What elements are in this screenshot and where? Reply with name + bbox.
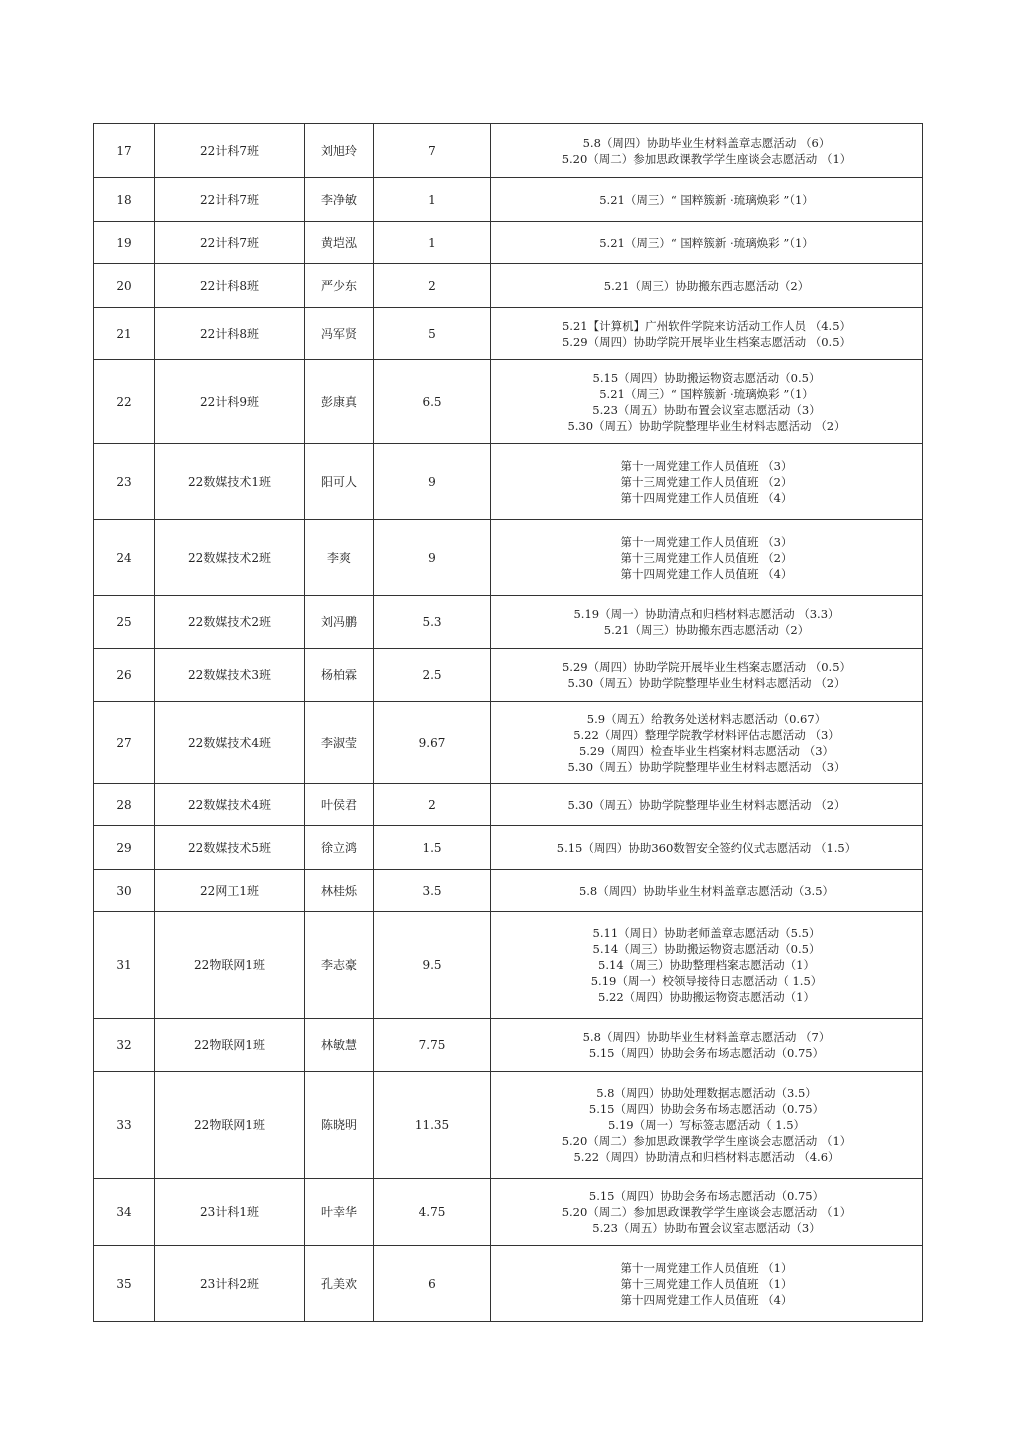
row-number-cell: 35 — [94, 1246, 155, 1322]
activity-line: 5.8（周四）协助处理数据志愿活动（3.5） — [596, 1086, 817, 1100]
class-cell: 22数媒技术5班 — [155, 826, 305, 870]
student-name-cell: 林敏慧 — [305, 1019, 374, 1072]
class-cell: 22计科9班 — [155, 360, 305, 444]
table-row — [94, 520, 923, 596]
activity-line: 5.19（周一）写标签志愿活动（ 1.5） — [607, 1118, 806, 1132]
hours-cell: 1.5 — [374, 826, 491, 870]
activity-line: 第十一周党建工作人员值班 （3） — [620, 458, 793, 473]
class-cell: 22数媒技术2班 — [155, 520, 305, 596]
activity-line: 5.29（周四）协助学院开展毕业生档案志愿活动 （0.5） — [561, 334, 852, 349]
class-cell: 23计科2班 — [155, 1246, 305, 1322]
hours-cell: 6 — [374, 1246, 491, 1322]
row-number-cell: 21 — [94, 308, 155, 360]
row-number-cell: 34 — [94, 1179, 155, 1246]
activity-line: 5.8（周四）协助毕业生材料盖章志愿活动 （7） — [582, 1030, 831, 1044]
hours-cell: 4.75 — [374, 1179, 491, 1246]
table-row — [94, 1072, 923, 1179]
class-cell: 22数媒技术1班 — [155, 444, 305, 520]
table-row — [94, 222, 923, 264]
student-name-cell: 李淑莹 — [305, 702, 374, 784]
class-cell: 22计科8班 — [155, 264, 305, 308]
student-name-cell: 叶侯君 — [305, 784, 374, 826]
row-number-cell: 31 — [94, 912, 155, 1019]
hours-cell: 9.67 — [374, 702, 491, 784]
hours-cell: 9 — [374, 520, 491, 596]
activity-line: 5.21【计算机】广州软件学院来访活动工作人员 （4.5） — [561, 318, 852, 333]
table-row — [94, 649, 923, 702]
hours-cell: 2.5 — [374, 649, 491, 702]
activities-cell — [491, 520, 923, 596]
row-number-cell: 27 — [94, 702, 155, 784]
table-row — [94, 1019, 923, 1072]
activity-line: 第十三周党建工作人员值班 （1） — [620, 1276, 793, 1291]
activity-line: 第十一周党建工作人员值班 （3） — [620, 534, 793, 549]
class-cell: 22数媒技术2班 — [155, 596, 305, 649]
table-body — [94, 124, 923, 1322]
activity-line: 5.21（周三）“ 国粹簇新 ·琉璃焕彩 ”（1） — [599, 192, 814, 207]
activities-cell — [491, 649, 923, 702]
activities-cell — [491, 1019, 923, 1072]
class-cell: 22数媒技术4班 — [155, 784, 305, 826]
activity-line: 5.23（周五）协助布置会议室志愿活动（3） — [592, 402, 821, 417]
student-name-cell: 叶幸华 — [305, 1179, 374, 1246]
activity-line: 5.15（周四）协助360数智安全签约仪式志愿活动 （1.5） — [556, 840, 857, 855]
activity-line: 5.29（周四）协助学院开展毕业生档案志愿活动 （0.5） — [561, 660, 852, 674]
class-cell: 22计科7班 — [155, 178, 305, 222]
hours-cell: 7.75 — [374, 1019, 491, 1072]
row-number-cell: 18 — [94, 178, 155, 222]
class-cell: 22计科7班 — [155, 124, 305, 178]
student-name-cell: 林桂烁 — [305, 870, 374, 912]
table-row — [94, 1246, 923, 1322]
activity-line: 5.8（周四）协助毕业生材料盖章志愿活动 （6） — [582, 135, 831, 150]
table-row — [94, 826, 923, 870]
student-name-cell: 杨柏霖 — [305, 649, 374, 702]
student-name-cell: 冯军贤 — [305, 308, 374, 360]
table-row — [94, 444, 923, 520]
table-row — [94, 702, 923, 784]
activities-cell — [491, 702, 923, 784]
activities-cell — [491, 1179, 923, 1246]
activity-line: 5.15（周四）协助会务布场志愿活动（0.75） — [588, 1189, 825, 1203]
activities-cell — [491, 784, 923, 826]
activity-line: 5.20（周二）参加思政课教学学生座谈会志愿活动 （1） — [561, 1205, 852, 1219]
activity-line: 5.21（周三）协助搬东西志愿活动（2） — [603, 623, 810, 637]
student-name-cell: 陈晓明 — [305, 1072, 374, 1179]
activity-line: 5.30（周五）协助学院整理毕业生材料志愿活动 （2） — [567, 676, 846, 690]
hours-cell: 1 — [374, 222, 491, 264]
class-cell: 22网工1班 — [155, 870, 305, 912]
activity-line: 5.22（周四）协助清点和归档材料志愿活动 （4.6） — [573, 1150, 840, 1164]
row-number-cell: 28 — [94, 784, 155, 826]
table-row — [94, 178, 923, 222]
activity-line: 5.15（周四）协助会务布场志愿活动（0.75） — [588, 1046, 825, 1060]
activities-cell — [491, 444, 923, 520]
activities-cell — [491, 178, 923, 222]
hours-cell: 1 — [374, 178, 491, 222]
student-name-cell: 严少东 — [305, 264, 374, 308]
table-row — [94, 784, 923, 826]
activities-cell — [491, 308, 923, 360]
activity-line: 第十四周党建工作人员值班 （4） — [620, 566, 793, 581]
activity-line: 5.20（周二）参加思政课教学学生座谈会志愿活动 （1） — [561, 1134, 852, 1148]
activity-line: 5.19（周一）校领导接待日志愿活动（ 1.5） — [590, 974, 823, 988]
row-number-cell: 24 — [94, 520, 155, 596]
row-number-cell: 20 — [94, 264, 155, 308]
class-cell: 22数媒技术3班 — [155, 649, 305, 702]
activities-cell — [491, 596, 923, 649]
class-cell: 23计科1班 — [155, 1179, 305, 1246]
hours-cell: 9.5 — [374, 912, 491, 1019]
activity-line: 第十四周党建工作人员值班 （4） — [620, 490, 793, 505]
student-name-cell: 李净敏 — [305, 178, 374, 222]
class-cell: 22物联网1班 — [155, 1019, 305, 1072]
table-row — [94, 1179, 923, 1246]
table-row — [94, 596, 923, 649]
activity-line: 5.21（周三）“ 国粹簇新 ·琉璃焕彩 ”（1） — [599, 235, 814, 250]
activity-line: 5.19（周一）协助清点和归档材料志愿活动 （3.3） — [573, 607, 840, 621]
activities-cell — [491, 264, 923, 308]
activity-line: 5.14（周三）协助整理档案志愿活动（1） — [598, 958, 815, 972]
activity-line: 第十一周党建工作人员值班 （1） — [620, 1260, 793, 1275]
activities-cell — [491, 1246, 923, 1322]
hours-cell: 7 — [374, 124, 491, 178]
student-name-cell: 李爽 — [305, 520, 374, 596]
class-cell: 22数媒技术4班 — [155, 702, 305, 784]
row-number-cell: 26 — [94, 649, 155, 702]
student-name-cell: 阳可人 — [305, 444, 374, 520]
activities-cell — [491, 826, 923, 870]
table-row — [94, 264, 923, 308]
hours-cell: 6.5 — [374, 360, 491, 444]
activity-line: 5.14（周三）协助搬运物资志愿活动（0.5） — [592, 942, 821, 956]
row-number-cell: 29 — [94, 826, 155, 870]
activity-line: 第十三周党建工作人员值班 （2） — [620, 550, 793, 565]
activities-cell — [491, 222, 923, 264]
class-cell: 22计科8班 — [155, 308, 305, 360]
activity-line: 5.15（周四）协助搬运物资志愿活动（0.5） — [592, 370, 821, 385]
hours-cell: 9 — [374, 444, 491, 520]
row-number-cell: 33 — [94, 1072, 155, 1179]
activities-cell — [491, 870, 923, 912]
activity-line: 5.30（周五）协助学院整理毕业生材料志愿活动 （3） — [567, 759, 846, 774]
student-name-cell: 黄垲泓 — [305, 222, 374, 264]
hours-cell: 5.3 — [374, 596, 491, 649]
class-cell: 22物联网1班 — [155, 912, 305, 1019]
row-number-cell: 17 — [94, 124, 155, 178]
activity-line: 5.8（周四）协助毕业生材料盖章志愿活动（3.5） — [578, 883, 835, 898]
student-name-cell: 徐立鸿 — [305, 826, 374, 870]
hours-cell: 11.35 — [374, 1072, 491, 1179]
row-number-cell: 23 — [94, 444, 155, 520]
hours-cell: 5 — [374, 308, 491, 360]
activity-line: 5.30（周五）协助学院整理毕业生材料志愿活动 （2） — [567, 418, 846, 433]
activity-line: 5.22（周四）协助搬运物资志愿活动（1） — [598, 990, 815, 1004]
student-name-cell: 彭康真 — [305, 360, 374, 444]
activity-line: 5.11（周日）协助老师盖章志愿活动（5.5） — [592, 926, 821, 940]
row-number-cell: 25 — [94, 596, 155, 649]
student-name-cell: 李志豪 — [305, 912, 374, 1019]
table-row — [94, 124, 923, 178]
hours-cell: 2 — [374, 784, 491, 826]
hours-cell: 2 — [374, 264, 491, 308]
row-number-cell: 19 — [94, 222, 155, 264]
activities-cell — [491, 124, 923, 178]
table-row — [94, 912, 923, 1019]
activity-line: 5.9（周五）给教务处送材料志愿活动（0.67） — [586, 711, 827, 726]
activity-line: 第十四周党建工作人员值班 （4） — [620, 1292, 793, 1307]
activity-line: 5.21（周三）协助搬东西志愿活动（2） — [603, 278, 810, 293]
table-row — [94, 360, 923, 444]
student-name-cell: 刘旭玲 — [305, 124, 374, 178]
activity-line: 5.23（周五）协助布置会议室志愿活动（3） — [592, 1221, 821, 1235]
activity-line: 5.15（周四）协助会务布场志愿活动（0.75） — [588, 1102, 825, 1116]
activity-line: 5.20（周二）参加思政课教学学生座谈会志愿活动 （1） — [561, 151, 852, 166]
row-number-cell: 32 — [94, 1019, 155, 1072]
hours-cell: 3.5 — [374, 870, 491, 912]
activity-line: 5.29（周四）检查毕业生档案材料志愿活动 （3） — [578, 743, 835, 758]
activity-line: 第十三周党建工作人员值班 （2） — [620, 474, 793, 489]
class-cell: 22物联网1班 — [155, 1072, 305, 1179]
activity-line: 5.21（周三）“ 国粹簇新 ·琉璃焕彩 ”（1） — [599, 386, 814, 401]
table-row — [94, 308, 923, 360]
activities-cell — [491, 360, 923, 444]
activity-line: 5.22（周四）整理学院教学材料评估志愿活动 （3） — [573, 727, 840, 742]
student-name-cell: 孔美欢 — [305, 1246, 374, 1322]
table-row — [94, 870, 923, 912]
activities-cell — [491, 912, 923, 1019]
row-number-cell: 30 — [94, 870, 155, 912]
activities-cell — [491, 1072, 923, 1179]
class-cell: 22计科7班 — [155, 222, 305, 264]
row-number-cell: 22 — [94, 360, 155, 444]
student-name-cell: 刘冯鹏 — [305, 596, 374, 649]
activity-line: 5.30（周五）协助学院整理毕业生材料志愿活动 （2） — [567, 797, 846, 812]
volunteer-hours-table — [93, 123, 923, 1322]
